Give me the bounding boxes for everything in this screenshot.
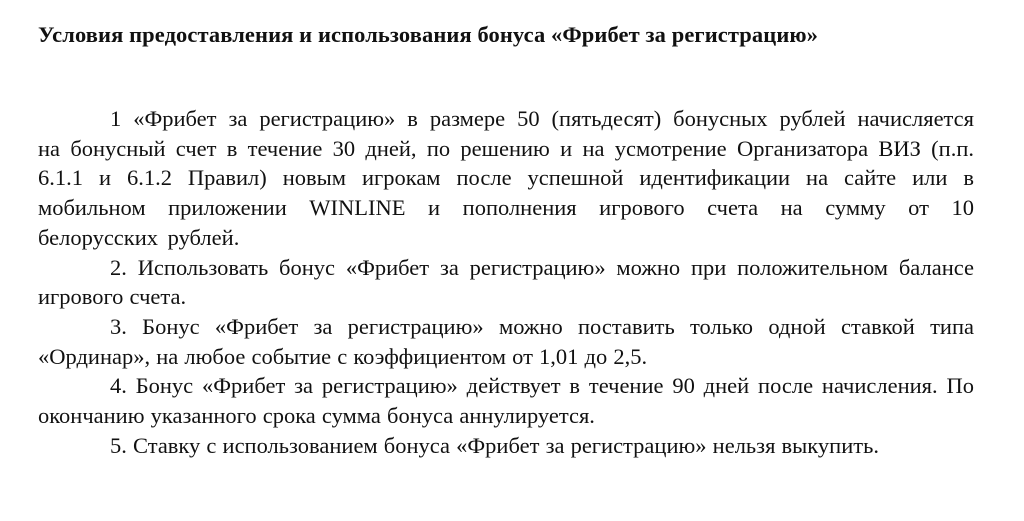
clause-4: 4. Бонус «Фрибет за регистрацию» действует в течение 90 дней после начисления. По окончанию указанного срока сумма бонуса аннулируется.	[38, 373, 974, 429]
clause-3: 3. Бонус «Фрибет за регистрацию» можно поставить только одной ставкой типа «Ординар», на любое событие с коэффициентом от 1,01 до 2,5.	[38, 313, 974, 369]
terms-list	[38, 104, 974, 460]
clause-5: 5. Ставку с использованием бонуса «Фрибет за регистрацию» нельзя выкупить.	[110, 432, 879, 458]
document-title: Условия предоставления и использования бонуса «Фрибет за регистрацию»	[38, 22, 819, 47]
clause-1: 1 «Фрибет за регистрацию» в размере 50 (пятьдесят) бонусных рублей начисляется на бонусный счет в течение 30 дней, по решению и на усмотрение Организатора ВИЗ (п.п. 6.1.1 и 6.1.2 Правил) новым игрокам после успешной идентификации на сайте или в мобильном приложении WINLINE и пополнения игрового счета на сумму от 10 белорусских рублей.	[38, 106, 974, 250]
clause-2: 2. Использовать бонус «Фрибет за регистрацию» можно при положительном балансе игрового счета.	[38, 254, 974, 310]
